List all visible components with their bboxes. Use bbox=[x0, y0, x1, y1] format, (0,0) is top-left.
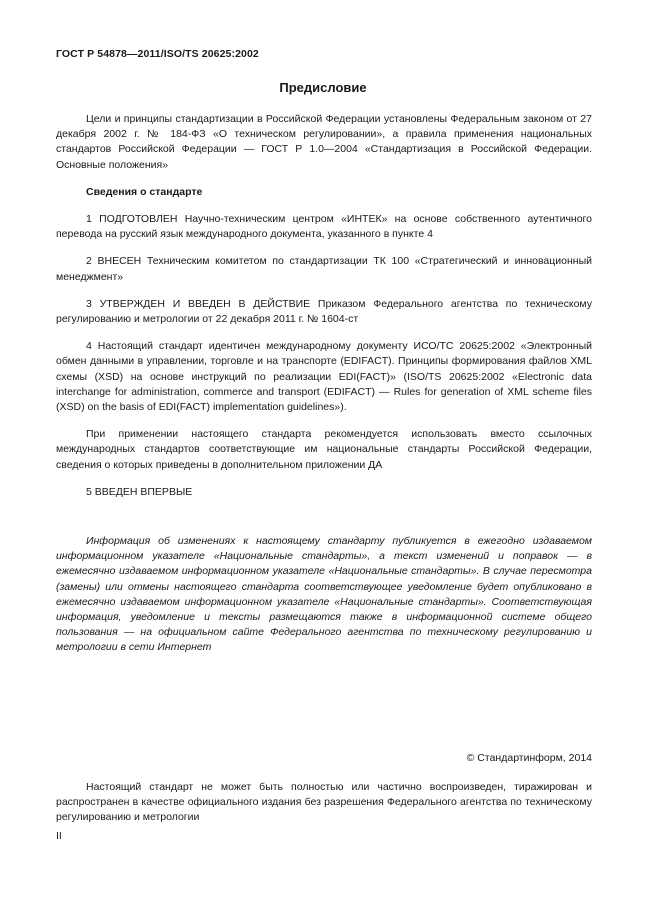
page-number: II bbox=[56, 830, 62, 842]
item-1: 1 ПОДГОТОВЛЕН Научно-техническим центром «ИНТЕК» на основе собственного аутентичного перевода на русский язык международного документа, указанного в пункте 4 bbox=[56, 213, 592, 241]
document-header: ГОСТ Р 54878—2011/ISO/TS 20625:2002 bbox=[56, 48, 259, 60]
info-heading: Сведения о стандарте bbox=[86, 185, 203, 198]
item-4-note: При применении настоящего стандарта рекомендуется использовать вместо ссылочных международных стандартов соответствующие им национальные стандарты Российской Федерации, сведения о которых приведены в дополнительном приложении ДА bbox=[56, 428, 592, 471]
item-4: 4 Настоящий стандарт идентичен международному документу ИСО/ТС 20625:2002 «Электронный обмен данными в управлении, торговле и на транспорте (EDIFACT). Принципы формирования файлов XML схемы (XSD) на основе инструкций по реализации EDI(FACT)» (ISO/TS 20625:2002 «Electronic data interchange for administration, commerce and transport (EDIFACT) — Rules for generation of XML scheme files (XSD) on the basis of EDI(FACT) implementation guidelines»). bbox=[56, 340, 592, 414]
preface-body bbox=[56, 112, 592, 656]
copyright-line: © Стандартинформ, 2014 bbox=[466, 752, 592, 764]
item-5: 5 ВВЕДЕН ВПЕРВЫЕ bbox=[86, 485, 193, 498]
item-3: 3 УТВЕРЖДЕН И ВВЕДЕН В ДЕЙСТВИЕ Приказом Федерального агентства по техническому регулированию и метрологии от 22 декабря 2011 г. № 1604-ст bbox=[56, 297, 592, 326]
intro-paragraph: Цели и принципы стандартизации в Российской Федерации установлены Федеральным законом от 27 декабря 2002 г. № 184-ФЗ «О техническом регулировании», а правила применения национальных стандартов Российской Федерации — ГОСТ Р 1.0—2004 «Стандартизация в Российской Федерации. Основные положения» bbox=[56, 113, 592, 171]
reproduction-notice: Настоящий стандарт не может быть полностью или частично воспроизведен, тиражирован и распространен в качестве официального издания без разрешения Федерального агентства по техническому регулированию и метрологии bbox=[56, 781, 592, 824]
change-notice: Информация об изменениях к настоящему стандарту публикуется в ежегодно издаваемом информационном указателе «Национальные стандарты», а текст изменений и поправок — в ежемесячно издаваемом информационном указателе «Национальные стандарты». В случае пересмотра (замены) или отмены настоящего стандарта соответствующее уведомление будет опубликовано в ежемесячно издаваемом информационном указателе «Национальные стандарты». Соответствующая информация, уведомление и тексты размещаются также в информационной системе общего пользования — на официальном сайте Федерального агентства по техническому регулированию и метрологии в сети Интернет bbox=[56, 535, 592, 654]
item-2: 2 ВНЕСЕН Техническим комитетом по стандартизации ТК 100 «Стратегический и инновационный менеджмент» bbox=[56, 255, 592, 283]
page-title: Предисловие bbox=[279, 80, 367, 95]
